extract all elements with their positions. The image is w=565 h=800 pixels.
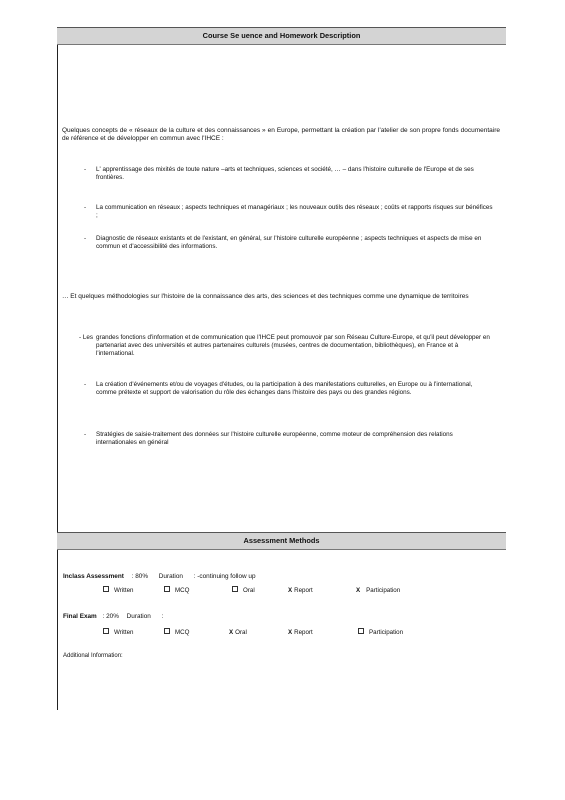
checkbox-icon bbox=[164, 628, 170, 634]
bullet-text: Stratégies de saisie-traitement des données sur l'histoire culturelle européenne, comme moteur de compréhension des relations internationales en général bbox=[96, 431, 453, 447]
option-written[interactable]: Written bbox=[103, 629, 133, 636]
final-duration-label: Duration bbox=[126, 613, 151, 620]
bullet-dash: - bbox=[84, 204, 87, 211]
bullet-item bbox=[84, 235, 496, 251]
bullet-item bbox=[79, 334, 492, 359]
checkbox-icon bbox=[103, 628, 109, 634]
option-participation[interactable]: Participation bbox=[358, 629, 403, 636]
inclass-duration-label: Duration bbox=[158, 573, 183, 580]
final-exam-label: Final Exam bbox=[63, 613, 97, 620]
bullet-item bbox=[84, 204, 496, 220]
inclass-duration-value: : -continuing follow up bbox=[193, 573, 256, 580]
checkbox-icon bbox=[164, 586, 170, 592]
option-report[interactable]: X Report bbox=[288, 629, 313, 636]
methodology-paragraph: … Et quelques méthodologies sur l'histoire de la connaissance des arts, des sciences et des techniques comme une dynamique de territoires bbox=[62, 293, 469, 300]
inclass-assessment-row bbox=[63, 572, 256, 581]
course-sequence-header: Course Se uence and Homework Description bbox=[57, 27, 506, 45]
bullet-text: La création d'événements et/ou de voyages d'études, ou la participation à des manifestations culturelles, en Europe ou à l'international, comme prétexte et support de valorisation du rôle des échanges dans l'histoire des pays ou des grandes régions. bbox=[96, 381, 473, 397]
inclass-percent: : 80% bbox=[131, 573, 148, 580]
final-duration-value: : bbox=[161, 613, 164, 620]
bullet-text: La communication en réseaux ; aspects techniques et managériaux ; les nouveaux outils des réseaux ; coûts et rapports risques sur bénéfices ; bbox=[96, 204, 493, 220]
final-exam-row bbox=[63, 612, 163, 621]
assessment-methods-header: Assessment Methods bbox=[57, 532, 506, 550]
bullet-dash: - Les bbox=[79, 334, 93, 341]
option-oral[interactable]: Oral bbox=[232, 587, 255, 594]
x-mark-icon: X bbox=[288, 587, 293, 594]
option-participation[interactable]: X Participation bbox=[356, 587, 401, 594]
checkbox-icon bbox=[232, 586, 238, 592]
bullet-text: grandes fonctions d'information et de communication que l'IHCE peut promouvoir par son Réseau Culture-Europe, et qu'il peut développer en partenariat avec des universités et autres partenaires culturels (musées, centres de documentation, bibliothèques), en France et à l'international. bbox=[96, 334, 490, 358]
final-exam-percent: : 20% bbox=[102, 613, 119, 620]
bullet-text: L' apprentissage des mixités de toute nature –arts et techniques, sciences et société, … – dans l'histoire culturelle de l'Europe et de ses frontières. bbox=[96, 166, 474, 182]
bullet-text: Diagnostic de réseaux existants et de l'existant, en général, sur l'histoire culturelle européenne ; aspects techniques et aspects de mise en commun et d'accessibilité des informations. bbox=[96, 235, 482, 251]
inclass-label: Inclass Assessment bbox=[63, 573, 124, 580]
additional-information-label: Additional Information: bbox=[63, 653, 123, 659]
checkbox-icon bbox=[358, 628, 364, 634]
option-report[interactable]: X Report bbox=[288, 587, 313, 594]
x-mark-icon: X bbox=[229, 629, 234, 636]
option-mcq[interactable]: MCQ bbox=[164, 587, 189, 594]
bullet-dash: - bbox=[84, 381, 87, 388]
bullet-item bbox=[84, 431, 492, 447]
checkbox-icon bbox=[103, 586, 109, 592]
bullet-dash: - bbox=[84, 235, 87, 242]
bullet-dash: - bbox=[84, 431, 87, 438]
bullet-item bbox=[84, 166, 482, 182]
option-oral[interactable]: X Oral bbox=[229, 629, 247, 636]
option-mcq[interactable]: MCQ bbox=[164, 629, 189, 636]
bullet-dash: - bbox=[84, 166, 87, 173]
intro-paragraph: Quelques concepts de « réseaux de la culture et des connaissances » en Europe, permettant la création par l'atelier de son propre fonds documentaire de référence et de développer en commun avec l'IHCE : bbox=[62, 127, 500, 143]
bullet-item bbox=[84, 381, 492, 397]
x-mark-icon: X bbox=[356, 587, 361, 594]
option-written[interactable]: Written bbox=[103, 587, 133, 594]
x-mark-icon: X bbox=[288, 629, 293, 636]
